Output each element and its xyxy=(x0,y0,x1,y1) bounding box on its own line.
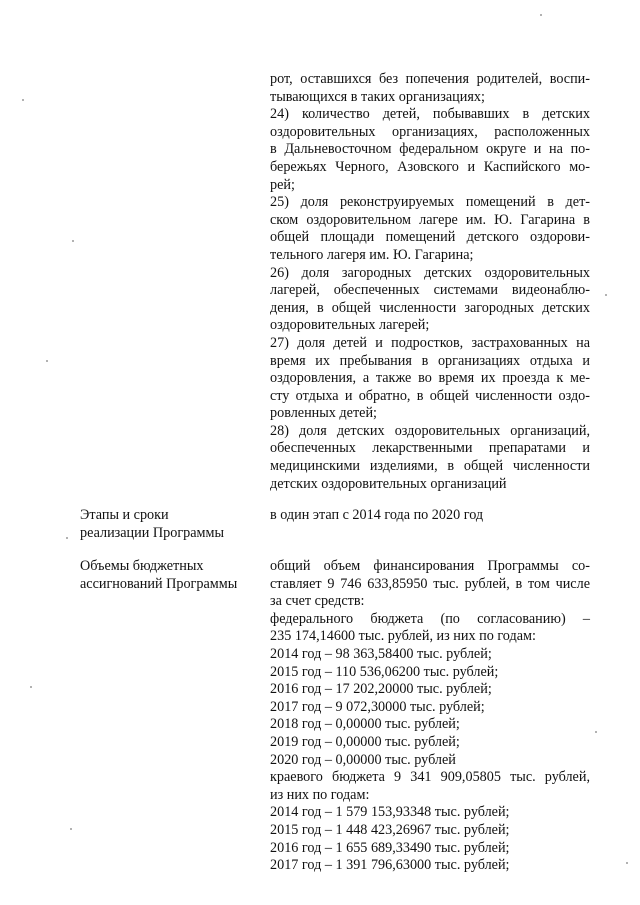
text-line: 24) количество детей, побывавших в детских xyxy=(270,106,590,123)
value-line: 2016 год – 1 655 689,33490 тыс. рублей; xyxy=(270,839,510,856)
scan-speck xyxy=(66,537,68,539)
text-line: оздоровления, а также во время их проезда к ме- xyxy=(270,370,590,387)
value-line: общий объем финансирования Программы со- xyxy=(270,558,590,574)
text-line: рей; xyxy=(270,176,295,193)
text-line: оздоровительных организациях, расположенных xyxy=(270,123,590,140)
scan-speck xyxy=(30,686,32,688)
text-line: в Дальневосточном федеральном округе и на по- xyxy=(270,141,590,158)
scan-speck xyxy=(540,14,542,16)
value-line: из них по годам: xyxy=(270,786,370,803)
scan-speck xyxy=(22,99,24,101)
value-line: ставляет 9 746 633,85950 тыс. рублей, в том числе xyxy=(270,575,590,592)
text-line: бережьях Черного, Азовского и Каспийского мо- xyxy=(270,158,590,175)
scan-speck xyxy=(70,828,72,830)
text-line: медицинскими изделиями, в общей численности xyxy=(270,458,590,475)
value-line: в один этап с 2014 года по 2020 год xyxy=(270,507,484,523)
value-line: 235 174,14600 тыс. рублей, из них по годам: xyxy=(270,628,536,645)
value-line: 2014 год – 98 363,58400 тыс. рублей; xyxy=(270,645,492,662)
stages-value xyxy=(270,507,590,525)
value-line: 2018 год – 0,00000 тыс. рублей; xyxy=(270,716,460,733)
text-line: лагерей, обеспеченных системами видеонаблю- xyxy=(270,282,590,299)
text-line: рот, оставшихся без попечения родителей, воспи- xyxy=(270,71,590,87)
label-line: реализации Программы xyxy=(80,524,225,541)
value-line: 2016 год – 17 202,20000 тыс. рублей; xyxy=(270,681,492,698)
text-line: тельного лагеря им. Ю. Гагарина; xyxy=(270,246,474,263)
text-line: 27) доля детей и подростков, застрахованных на xyxy=(270,334,590,351)
label-line: Объемы бюджетных xyxy=(80,558,204,574)
text-line: обеспеченных лекарственными препаратами и xyxy=(270,440,590,457)
text-line: 28) доля детских оздоровительных организаций, xyxy=(270,422,590,439)
text-line: детских оздоровительных организаций xyxy=(270,475,507,492)
text-line: дения, в общей численности загородных детских xyxy=(270,299,590,316)
scan-speck xyxy=(72,240,74,242)
value-line: 2015 год – 1 448 423,26967 тыс. рублей; xyxy=(270,821,510,838)
text-line: 25) доля реконструируемых помещений в дет- xyxy=(270,194,590,211)
text-line: 26) доля загородных детских оздоровительных xyxy=(270,264,590,281)
label-line: Этапы и сроки xyxy=(80,507,169,523)
value-line: 2014 год – 1 579 153,93348 тыс. рублей; xyxy=(270,804,510,821)
scan-speck xyxy=(595,731,597,733)
text-line: ском оздоровительном лагере им. Ю. Гагарина в xyxy=(270,211,590,228)
value-line: 2019 год – 0,00000 тыс. рублей; xyxy=(270,733,460,750)
label-line: ассигнований Программы xyxy=(80,575,238,592)
text-line: время их пребывания в организациях отдыха и xyxy=(270,352,590,369)
value-line: 2017 год – 1 391 796,63000 тыс. рублей; xyxy=(270,857,510,874)
text-line: оздоровительных лагерей; xyxy=(270,317,430,334)
value-line: 2015 год – 110 536,06200 тыс. рублей; xyxy=(270,663,499,680)
stages-label xyxy=(80,507,260,542)
text-line: сту отдыха и обратно, в общей численности оздо- xyxy=(270,387,590,404)
value-line: за счет средств: xyxy=(270,593,365,610)
budget-value xyxy=(270,558,590,875)
text-line: тывающихся в таких организациях; xyxy=(270,88,485,105)
scan-speck xyxy=(626,862,628,864)
budget-label xyxy=(80,558,260,593)
indicators-continuation xyxy=(270,71,590,493)
text-line: общей площади помещений детского оздорови- xyxy=(270,229,590,246)
text-line: ровленных детей; xyxy=(270,405,377,422)
value-line: 2020 год – 0,00000 тыс. рублей xyxy=(270,751,456,768)
value-line: 2017 год – 9 072,30000 тыс. рублей; xyxy=(270,698,485,715)
value-line: федерального бюджета (по согласованию) – xyxy=(270,610,590,627)
scan-speck xyxy=(46,360,48,362)
scan-speck xyxy=(605,294,607,296)
value-line: краевого бюджета 9 341 909,05805 тыс. рублей, xyxy=(270,769,590,786)
